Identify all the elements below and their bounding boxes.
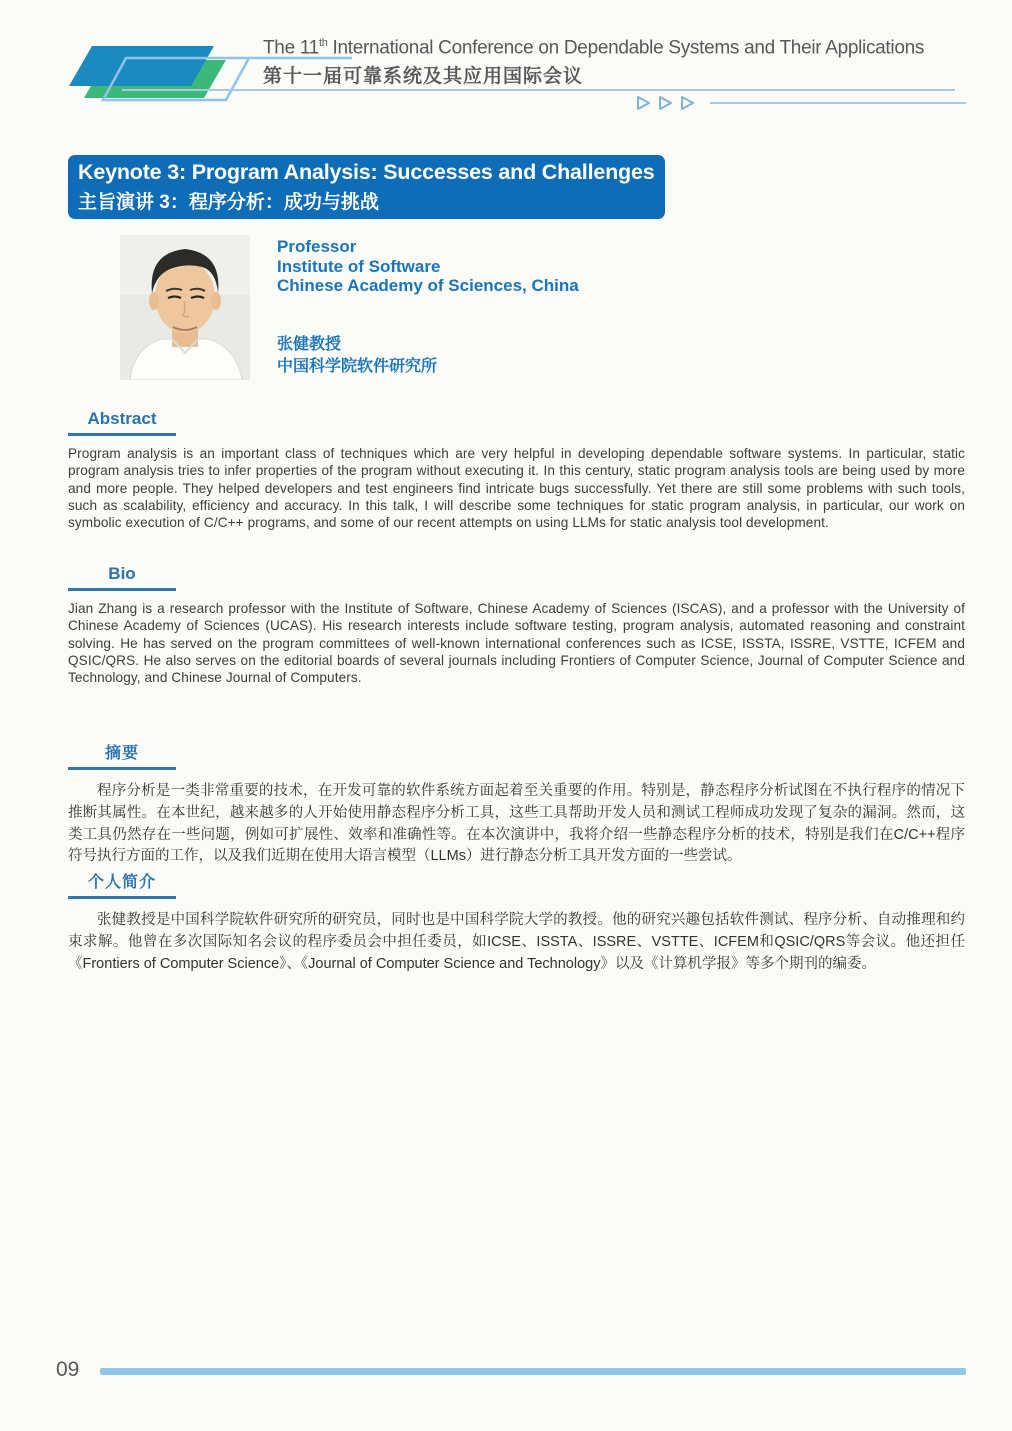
header-divider-line-2 — [710, 102, 966, 104]
abstract-cn-body: 程序分析是一类非常重要的技术，在开发可靠的软件系统方面起着至关重要的作用。特别是，静态程序分析试图在不执行程序的情况下推断其属性。在本世纪，越来越多的人开始使用静态程序分析工具，这些工具帮助开发人员和测试工程师成功发现了复杂的漏洞。然而，这类工具仍然存在一些问题，例如可扩展性、效率和准确性等。在本次演讲中，我将介绍一些静态程序分析的技术，特别是我们在C/C++程序符号执行方面的工作，以及我们近期在使用大语言模型（LLMs）进行静态分析工具开发方面的一些尝试。 — [68, 783, 965, 865]
title-superscript: th — [318, 37, 328, 49]
section-bio — [68, 564, 965, 686]
abstract-heading: Abstract — [68, 409, 176, 436]
speaker-affiliation-2: Chinese Academy of Sciences, China — [277, 276, 579, 296]
section-abstract-cn — [68, 740, 965, 868]
abstract-cn-heading: 摘要 — [68, 740, 176, 770]
abstract-body: Program analysis is an important class of techniques which are very helpful in developing dependable software systems. In particular, static program analysis tries to infer properties of the program without executing it. In this century, static program analysis tools are being used by more and more people. They helped developers and test engineers find intricate bugs successfully. Yet there are still some problems with such tools, such as scalability, efficiency and accuracy. In this talk, I will describe some techniques for static program analysis, in particular, our work on symbolic execution of C/C++ programs, and some of our recent attempts on using LLMs for static analysis tool development. — [68, 446, 965, 530]
speaker-info-cn — [277, 334, 579, 377]
conference-title-en: The 11th International Conference on Dependable Systems and Their Applications — [263, 37, 925, 59]
footer-accent-bar — [100, 1368, 966, 1375]
triangle-arrow-icon — [658, 95, 673, 111]
speaker-title: Professor — [277, 237, 357, 256]
triangle-arrow-icon — [680, 95, 695, 111]
bio-body: Jian Zhang is a research professor with the Institute of Software, Chinese Academy of Sciences (ISCAS), and a professor with the University of Chinese Academy of Sciences (UCAS). His research interests include software testing, program analysis, automated reasoning and constraint solving. He has served on the program committees of well-known international conferences such as ICSE, ISSTA, ISSRE, VSTTE, ICFEM and QSIC/QRS. He also serves on the editorial boards of several journals including Frontiers of Computer Science, Journal of Computer Science and Technology, and Chinese Journal of Computers. — [68, 601, 965, 685]
speaker-name-cn: 张健教授 — [277, 336, 342, 354]
speaker-info — [277, 237, 579, 377]
speaker-photo — [120, 235, 250, 380]
keynote-title-cn: 主旨演讲 3：程序分析：成功与挑战 — [78, 192, 379, 213]
conference-title-cn: 第十一届可靠系统及其应用国际会议 — [263, 66, 584, 88]
speaker-affiliation-1: Institute of Software — [277, 256, 441, 276]
section-abstract — [68, 409, 965, 531]
section-bio-cn — [68, 869, 965, 975]
speaker-info-en — [277, 237, 579, 296]
bio-heading: Bio — [68, 564, 176, 591]
header-arrow-row — [636, 94, 966, 112]
page-number: 09 — [56, 1358, 80, 1381]
conference-title — [263, 37, 924, 88]
logo-blue-shape — [69, 46, 214, 86]
keynote-banner — [68, 155, 665, 219]
triangle-arrow-icon — [636, 95, 651, 111]
header-divider-line — [122, 89, 955, 91]
speaker-affiliation-cn: 中国科学院软件研究所 — [277, 357, 438, 375]
bio-cn-body: 张健教授是中国科学院软件研究所的研究员，同时也是中国科学院大学的教授。他的研究兴趣包括软件测试、程序分析、自动推理和约束求解。他曾在多次国际知名会议的程序委员会中担任委员，如ICSE、ISSTA、ISSRE、VSTTE、ICFEM和QSIC/QRS等会议。他还担任《Frontiers of Computer Science》、《Journal of Computer Science and Technology》以及《计算机学报》等多个期刊的编委。 — [68, 912, 965, 972]
bio-cn-heading: 个人简介 — [68, 869, 176, 899]
keynote-title-en: Keynote 3: Program Analysis: Successes and Challenges — [78, 160, 655, 184]
